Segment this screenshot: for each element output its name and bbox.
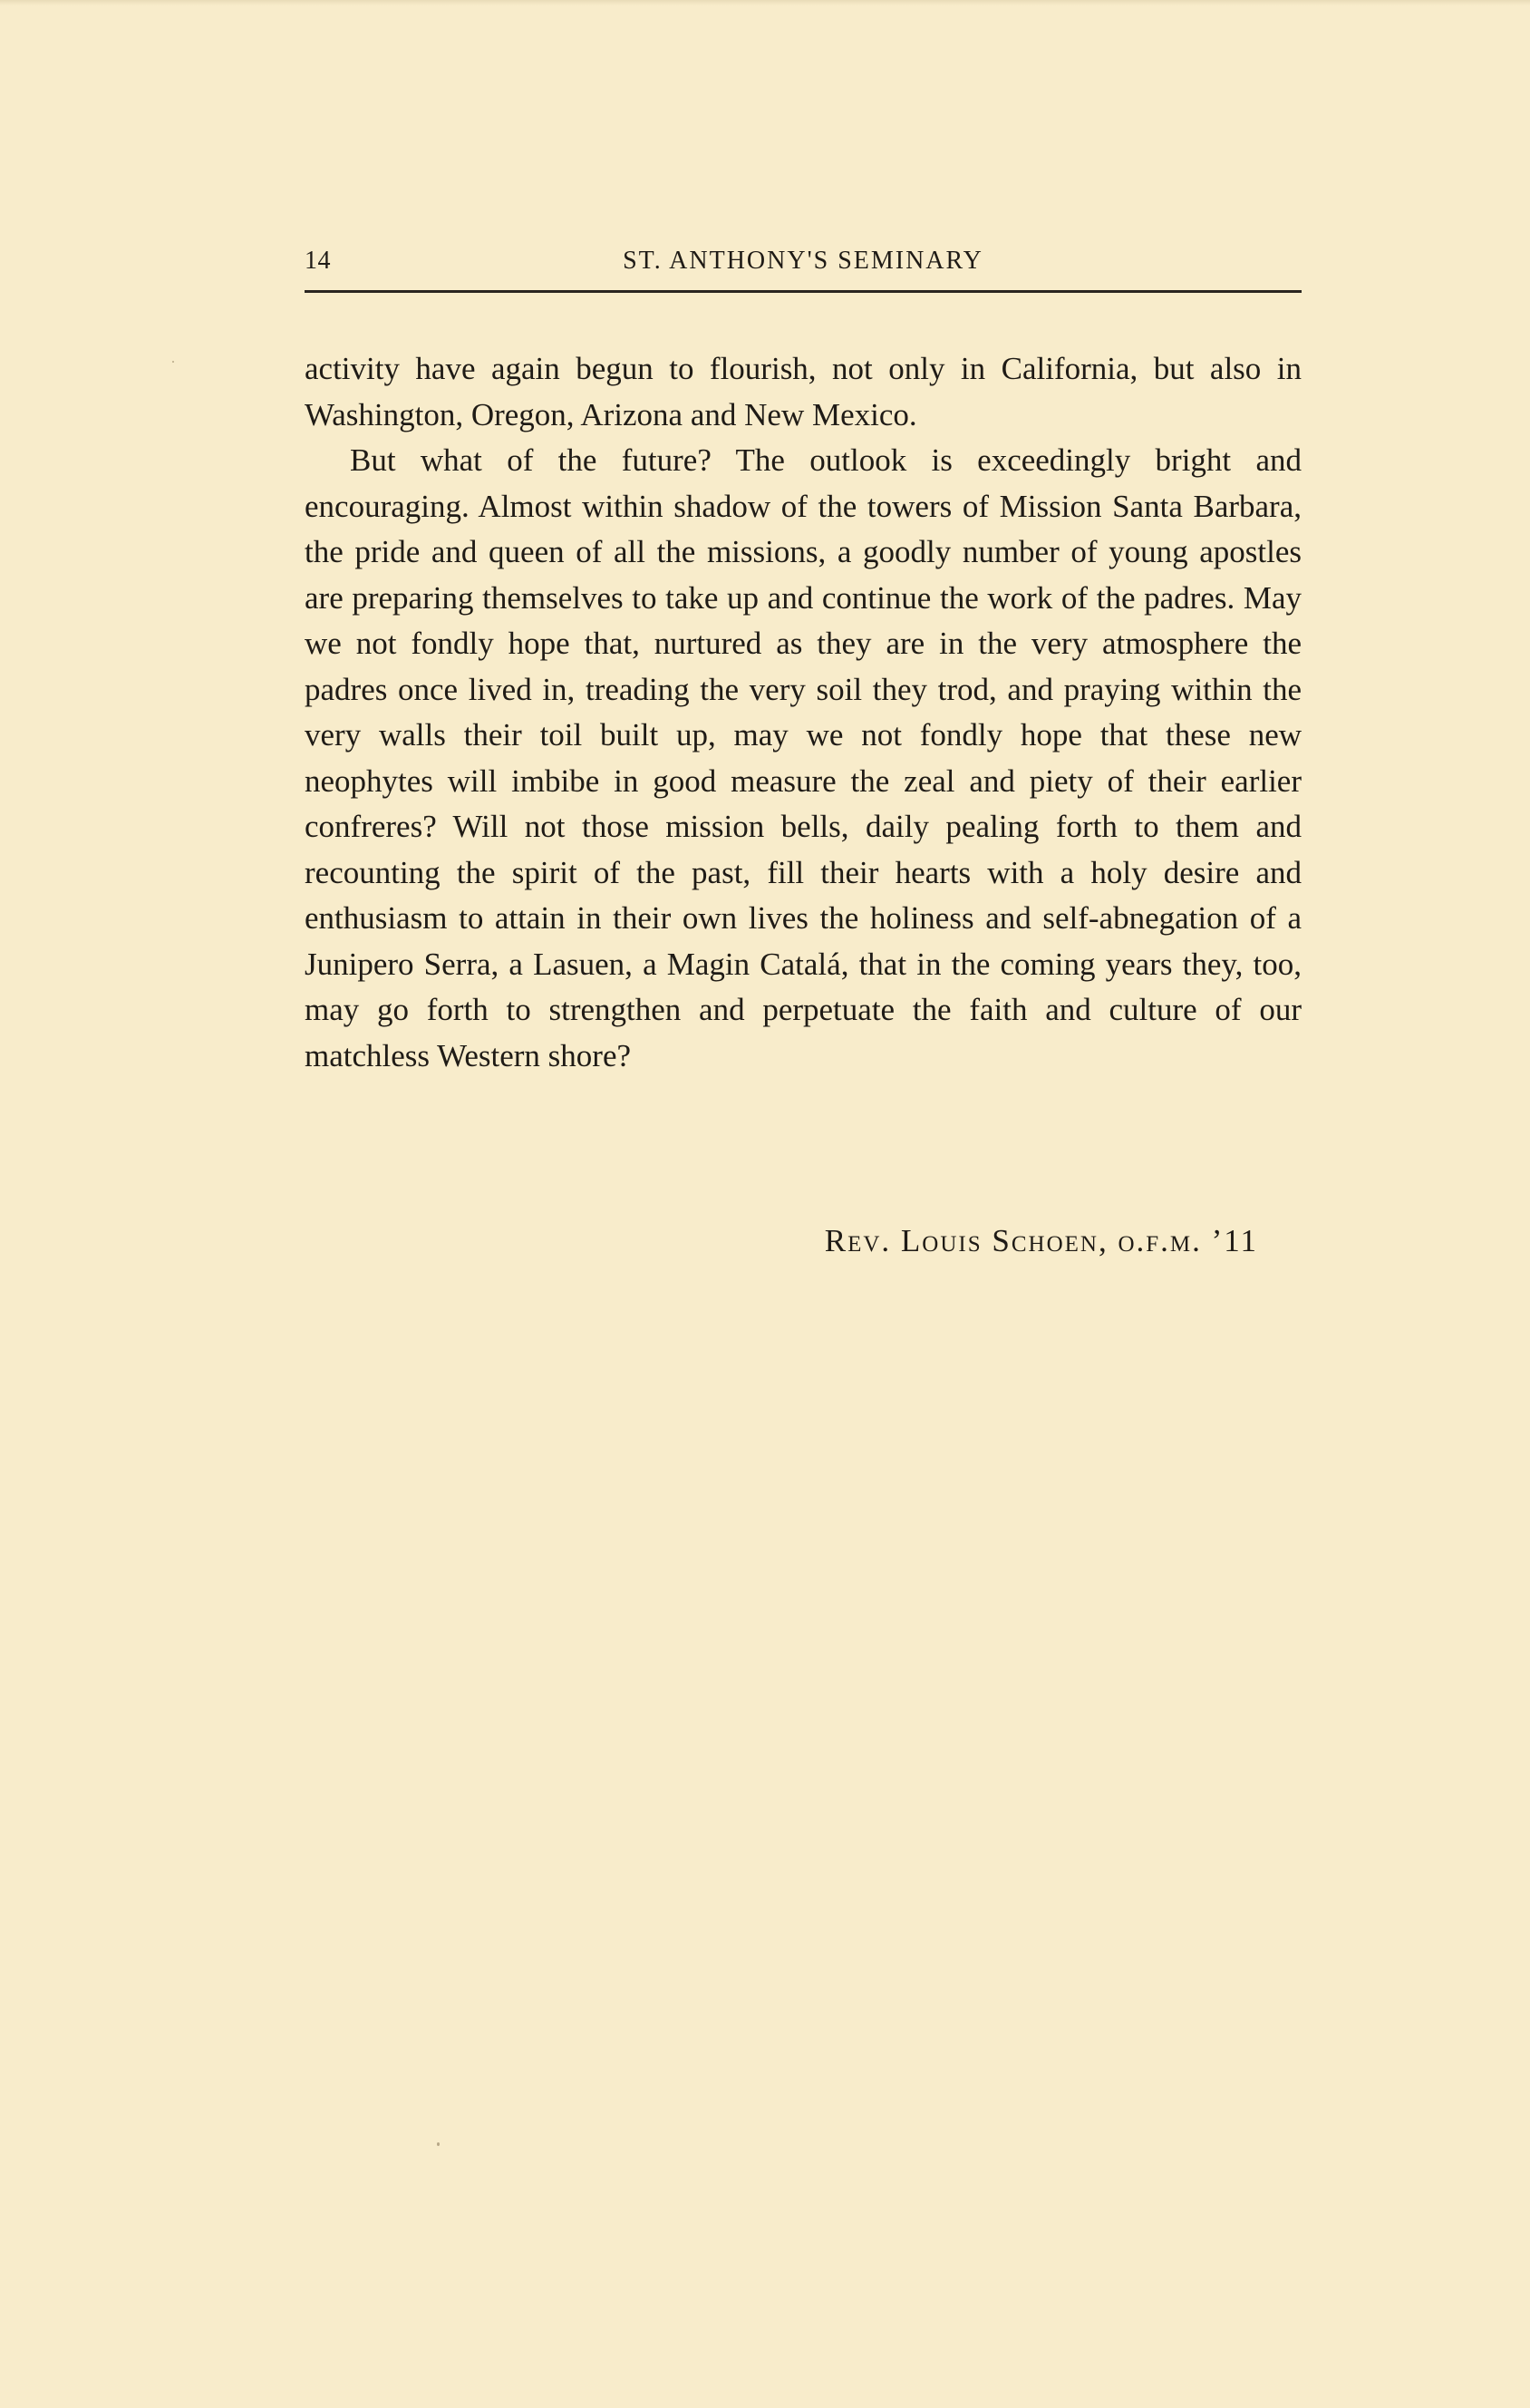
author-class-year: ’11 <box>1211 1223 1258 1258</box>
paper-speck <box>437 2142 440 2146</box>
author-name: Rev. Louis Schoen, <box>824 1223 1109 1258</box>
paragraph: But what of the future? The outlook is exceedingly bright and encouraging. Almost within shadow of the towers of Mission Santa Barbara, the pride and queen of all the missions, a goodly number of young apostles are preparing themselves to take up and continue the work of the padres. May we not fondly hope that, nurtured as they are in the very atmosphere the padres once lived in, treading the very soil they trod, and praying within the very walls their toil built up, may we not fondly hope that these new neophytes will imbibe in good measure the zeal and piety of their earlier confreres? Will not those mission bells, daily pealing forth to them and recounting the spirit of the past, fill their hearts with a holy desire and enthusiasm to attain in their own lives the holiness and self-abnegation of a Junipero Serra, a Lasuen, a Magin Catalá, that in the coming years they, too, may go forth to strengthen and perpetuate the faith and culture of our matchless Western shore? <box>305 442 1302 1073</box>
page-number: 14 <box>305 247 331 275</box>
paper-speck <box>172 361 174 363</box>
author-order: o.f.m. <box>1118 1223 1202 1258</box>
running-title: ST. ANTHONY'S SEMINARY <box>623 247 983 275</box>
article-body <box>305 346 1302 1079</box>
paragraph: activity have again begun to flourish, not only in California, but also in Washington, Oregon, Arizona and New Mexico. <box>305 351 1302 432</box>
header-rule <box>305 290 1302 293</box>
page-top-edge <box>0 0 1530 5</box>
page-header <box>305 247 1302 286</box>
author-signature <box>305 1223 1258 1259</box>
